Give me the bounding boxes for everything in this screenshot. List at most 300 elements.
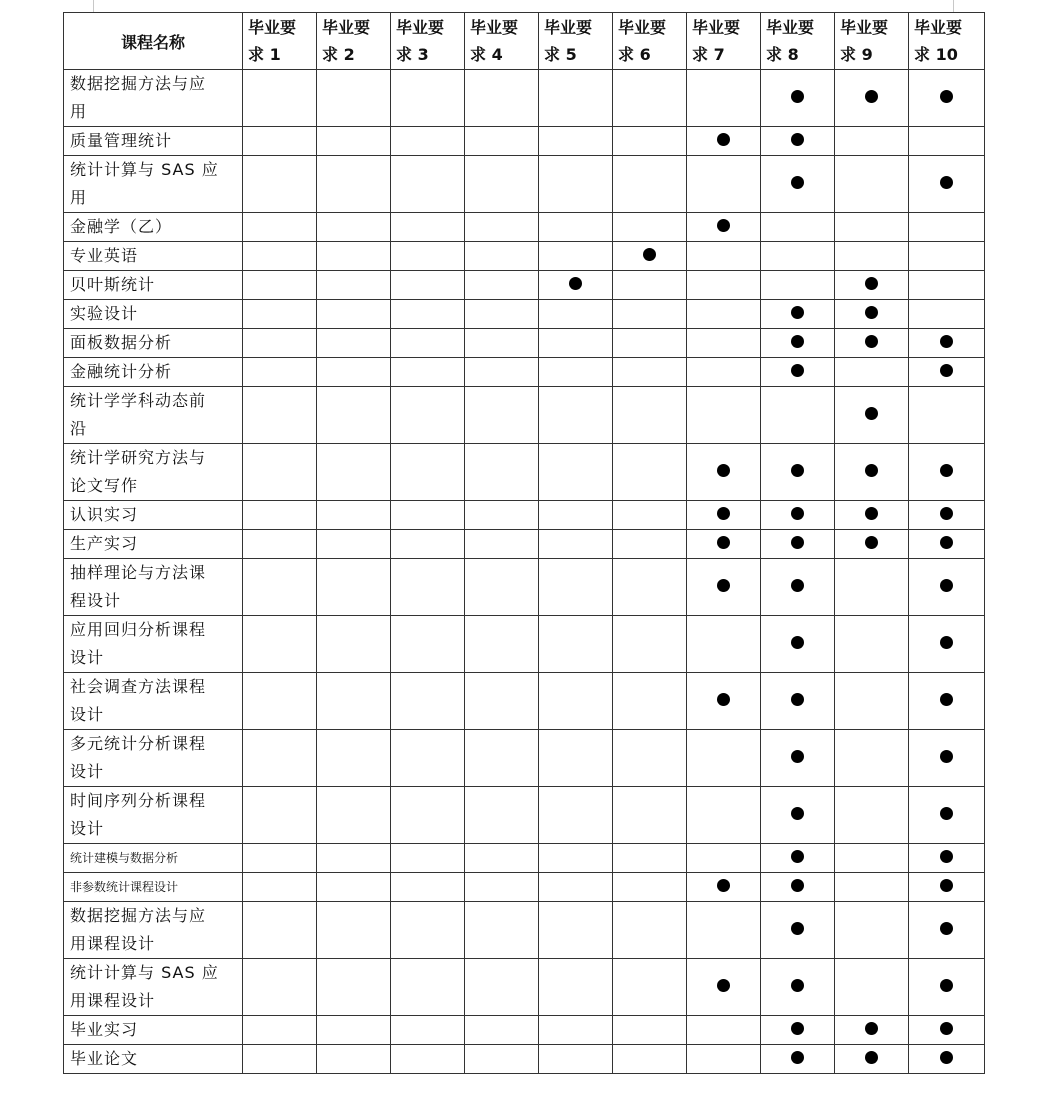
requirement-cell-6 — [613, 444, 687, 501]
requirement-cell-5 — [539, 844, 613, 873]
requirement-cell-7 — [687, 300, 761, 329]
filled-dot-icon — [940, 90, 953, 103]
requirement-header-2 — [317, 13, 391, 70]
requirement-cell-7 — [687, 959, 761, 1016]
course-name-cell — [64, 444, 243, 501]
requirement-cell-1 — [243, 787, 317, 844]
requirement-cell-6 — [613, 530, 687, 559]
requirement-cell-5 — [539, 673, 613, 730]
requirement-cell-3 — [391, 70, 465, 127]
filled-dot-icon — [643, 248, 656, 261]
course-name-line: 实验设计 — [70, 304, 139, 323]
course-name-line: 金融统计分析 — [70, 362, 173, 381]
requirement-cell-8 — [761, 242, 835, 271]
filled-dot-icon — [865, 464, 878, 477]
filled-dot-icon — [865, 1022, 878, 1035]
requirement-cell-5 — [539, 358, 613, 387]
requirement-cell-10 — [909, 873, 985, 902]
requirement-cell-4 — [465, 300, 539, 329]
course-name-line: 金融学（乙） — [70, 217, 173, 236]
filled-dot-icon — [940, 364, 953, 377]
requirement-cell-10 — [909, 530, 985, 559]
filled-dot-icon — [940, 536, 953, 549]
requirement-cell-5 — [539, 156, 613, 213]
course-name-line: 设计 — [70, 648, 105, 667]
requirement-cell-6 — [613, 616, 687, 673]
requirement-cell-9 — [835, 902, 909, 959]
requirement-header-line: 毕业要 — [470, 18, 519, 37]
requirement-cell-9 — [835, 501, 909, 530]
course-name-cell — [64, 1045, 243, 1074]
requirement-cell-4 — [465, 559, 539, 616]
filled-dot-icon — [791, 507, 804, 520]
course-name-line: 质量管理统计 — [70, 131, 173, 150]
requirement-cell-2 — [317, 787, 391, 844]
requirement-cell-2 — [317, 300, 391, 329]
requirement-cell-5 — [539, 444, 613, 501]
requirement-cell-3 — [391, 127, 465, 156]
requirement-cell-7 — [687, 844, 761, 873]
course-name-line: 程设计 — [70, 591, 122, 610]
table-row — [64, 501, 985, 530]
requirement-cell-1 — [243, 213, 317, 242]
requirement-cell-2 — [317, 559, 391, 616]
course-name-line: 毕业论文 — [70, 1049, 139, 1068]
table-row — [64, 730, 985, 787]
requirement-cell-9 — [835, 730, 909, 787]
filled-dot-icon — [865, 335, 878, 348]
requirement-cell-7 — [687, 127, 761, 156]
requirement-cell-7 — [687, 358, 761, 387]
requirement-cell-4 — [465, 271, 539, 300]
filled-dot-icon — [791, 579, 804, 592]
course-name-line: 生产实习 — [70, 534, 139, 553]
requirement-cell-8 — [761, 213, 835, 242]
requirement-cell-6 — [613, 242, 687, 271]
filled-dot-icon — [940, 507, 953, 520]
table-row — [64, 444, 985, 501]
table-row — [64, 70, 985, 127]
requirement-cell-8 — [761, 730, 835, 787]
requirement-cell-8 — [761, 959, 835, 1016]
requirement-header-9 — [835, 13, 909, 70]
filled-dot-icon — [791, 879, 804, 892]
requirement-cell-10 — [909, 70, 985, 127]
requirement-cell-5 — [539, 271, 613, 300]
course-name-cell — [64, 730, 243, 787]
requirement-cell-8 — [761, 673, 835, 730]
requirement-cell-6 — [613, 358, 687, 387]
course-name-line: 统计学研究方法与 — [70, 448, 207, 467]
requirement-cell-1 — [243, 730, 317, 787]
requirement-cell-10 — [909, 444, 985, 501]
requirement-cell-1 — [243, 873, 317, 902]
requirement-cell-6 — [613, 902, 687, 959]
requirement-cell-9 — [835, 1016, 909, 1045]
requirement-cell-7 — [687, 873, 761, 902]
course-name-cell — [64, 156, 243, 213]
course-requirement-matrix — [63, 12, 985, 1074]
requirement-header-3 — [391, 13, 465, 70]
requirement-header-line: 毕业要 — [840, 18, 889, 37]
requirement-cell-7 — [687, 530, 761, 559]
table-row — [64, 787, 985, 844]
requirement-header-6 — [613, 13, 687, 70]
requirement-cell-4 — [465, 616, 539, 673]
requirement-cell-4 — [465, 242, 539, 271]
requirement-cell-4 — [465, 156, 539, 213]
requirement-cell-9 — [835, 213, 909, 242]
course-name-line: 用课程设计 — [70, 991, 156, 1010]
filled-dot-icon — [791, 90, 804, 103]
requirement-cell-10 — [909, 127, 985, 156]
requirement-cell-3 — [391, 444, 465, 501]
filled-dot-icon — [940, 1022, 953, 1035]
requirement-cell-4 — [465, 444, 539, 501]
filled-dot-icon — [940, 750, 953, 763]
requirement-cell-1 — [243, 673, 317, 730]
course-name-line: 设计 — [70, 762, 105, 781]
requirement-cell-10 — [909, 844, 985, 873]
requirement-cell-4 — [465, 70, 539, 127]
table-row — [64, 1016, 985, 1045]
requirement-cell-5 — [539, 787, 613, 844]
filled-dot-icon — [717, 133, 730, 146]
table-row — [64, 300, 985, 329]
requirement-cell-7 — [687, 242, 761, 271]
requirement-cell-8 — [761, 387, 835, 444]
course-name-cell — [64, 329, 243, 358]
course-name-cell — [64, 213, 243, 242]
course-name-cell — [64, 873, 243, 902]
filled-dot-icon — [791, 750, 804, 763]
requirement-header-line: 求 7 — [692, 45, 725, 64]
requirement-cell-5 — [539, 127, 613, 156]
requirement-cell-10 — [909, 730, 985, 787]
requirement-header-line: 毕业要 — [322, 18, 371, 37]
requirement-cell-9 — [835, 127, 909, 156]
filled-dot-icon — [717, 879, 730, 892]
requirement-cell-9 — [835, 300, 909, 329]
requirement-cell-1 — [243, 444, 317, 501]
requirement-cell-3 — [391, 156, 465, 213]
requirement-cell-4 — [465, 387, 539, 444]
header-row — [64, 13, 985, 70]
filled-dot-icon — [791, 133, 804, 146]
requirement-cell-3 — [391, 559, 465, 616]
requirement-cell-5 — [539, 1016, 613, 1045]
course-name-cell — [64, 902, 243, 959]
requirement-cell-2 — [317, 501, 391, 530]
requirement-header-line: 求 6 — [618, 45, 651, 64]
filled-dot-icon — [865, 90, 878, 103]
filled-dot-icon — [791, 850, 804, 863]
requirement-cell-4 — [465, 1045, 539, 1074]
course-name-cell — [64, 271, 243, 300]
requirement-cell-5 — [539, 329, 613, 358]
course-name-line: 沿 — [70, 419, 88, 438]
requirement-cell-5 — [539, 902, 613, 959]
filled-dot-icon — [865, 306, 878, 319]
requirement-header-line: 毕业要 — [692, 18, 741, 37]
requirement-cell-2 — [317, 70, 391, 127]
course-name-line: 毕业实习 — [70, 1020, 139, 1039]
requirement-cell-7 — [687, 213, 761, 242]
table-row — [64, 530, 985, 559]
requirement-cell-6 — [613, 127, 687, 156]
course-name-cell — [64, 616, 243, 673]
filled-dot-icon — [940, 807, 953, 820]
table-row — [64, 902, 985, 959]
requirement-cell-9 — [835, 70, 909, 127]
requirement-cell-3 — [391, 1045, 465, 1074]
table-row — [64, 156, 985, 213]
requirement-cell-10 — [909, 501, 985, 530]
requirement-cell-10 — [909, 902, 985, 959]
requirement-cell-2 — [317, 873, 391, 902]
course-name-line: 应用回归分析课程 — [70, 620, 207, 639]
filled-dot-icon — [791, 807, 804, 820]
requirement-cell-5 — [539, 387, 613, 444]
requirement-cell-2 — [317, 1016, 391, 1045]
course-name-cell — [64, 127, 243, 156]
requirement-cell-2 — [317, 213, 391, 242]
table-row — [64, 242, 985, 271]
requirement-cell-2 — [317, 127, 391, 156]
requirement-cell-3 — [391, 501, 465, 530]
requirement-cell-6 — [613, 329, 687, 358]
requirement-cell-5 — [539, 559, 613, 616]
requirement-header-line: 求 9 — [840, 45, 873, 64]
requirement-cell-2 — [317, 156, 391, 213]
table-row — [64, 271, 985, 300]
requirement-cell-7 — [687, 444, 761, 501]
course-name-line: 专业英语 — [70, 246, 139, 265]
course-name-cell — [64, 959, 243, 1016]
requirement-cell-8 — [761, 1045, 835, 1074]
requirement-header-line: 毕业要 — [248, 18, 297, 37]
requirement-header-1 — [243, 13, 317, 70]
table-row — [64, 213, 985, 242]
course-name-cell — [64, 844, 243, 873]
page-edge-left — [93, 0, 94, 12]
requirement-cell-6 — [613, 873, 687, 902]
course-name-line: 数据挖掘方法与应 — [70, 74, 207, 93]
page-edge-right — [953, 0, 954, 12]
requirement-cell-9 — [835, 358, 909, 387]
table-row — [64, 358, 985, 387]
course-name-line: 时间序列分析课程 — [70, 791, 207, 810]
requirement-cell-6 — [613, 213, 687, 242]
requirement-cell-7 — [687, 902, 761, 959]
requirement-cell-7 — [687, 271, 761, 300]
filled-dot-icon — [717, 536, 730, 549]
requirement-cell-2 — [317, 844, 391, 873]
requirement-cell-10 — [909, 156, 985, 213]
requirement-cell-4 — [465, 501, 539, 530]
requirement-cell-9 — [835, 530, 909, 559]
filled-dot-icon — [717, 693, 730, 706]
filled-dot-icon — [791, 335, 804, 348]
requirement-cell-2 — [317, 444, 391, 501]
course-name-line: 统计计算与 SAS 应 — [70, 963, 219, 982]
filled-dot-icon — [940, 979, 953, 992]
requirement-cell-7 — [687, 730, 761, 787]
course-name-cell — [64, 358, 243, 387]
course-name-cell — [64, 242, 243, 271]
requirement-header-line: 求 4 — [470, 45, 503, 64]
requirement-cell-9 — [835, 444, 909, 501]
requirement-cell-8 — [761, 616, 835, 673]
requirement-cell-6 — [613, 559, 687, 616]
requirement-cell-4 — [465, 673, 539, 730]
requirement-cell-3 — [391, 271, 465, 300]
requirement-cell-9 — [835, 329, 909, 358]
requirement-cell-7 — [687, 329, 761, 358]
requirement-cell-9 — [835, 271, 909, 300]
requirement-cell-1 — [243, 70, 317, 127]
requirement-cell-4 — [465, 959, 539, 1016]
requirement-cell-4 — [465, 902, 539, 959]
requirement-cell-8 — [761, 787, 835, 844]
requirement-cell-4 — [465, 844, 539, 873]
requirement-cell-5 — [539, 213, 613, 242]
requirement-cell-10 — [909, 616, 985, 673]
requirement-cell-6 — [613, 787, 687, 844]
requirement-cell-5 — [539, 300, 613, 329]
requirement-cell-1 — [243, 844, 317, 873]
filled-dot-icon — [865, 277, 878, 290]
requirement-cell-4 — [465, 1016, 539, 1045]
requirement-cell-1 — [243, 156, 317, 213]
requirement-cell-4 — [465, 873, 539, 902]
requirement-header-line: 求 2 — [322, 45, 355, 64]
requirement-cell-10 — [909, 300, 985, 329]
requirement-cell-3 — [391, 673, 465, 730]
requirement-cell-10 — [909, 559, 985, 616]
requirement-header-10 — [909, 13, 985, 70]
requirement-cell-7 — [687, 616, 761, 673]
requirement-cell-3 — [391, 902, 465, 959]
course-name-cell — [64, 387, 243, 444]
requirement-header-4 — [465, 13, 539, 70]
requirement-cell-6 — [613, 387, 687, 444]
requirement-cell-7 — [687, 387, 761, 444]
course-name-line: 统计学学科动态前 — [70, 391, 207, 410]
requirement-header-line: 求 3 — [396, 45, 429, 64]
filled-dot-icon — [791, 1022, 804, 1035]
requirement-cell-5 — [539, 70, 613, 127]
filled-dot-icon — [791, 536, 804, 549]
filled-dot-icon — [791, 176, 804, 189]
requirement-cell-5 — [539, 730, 613, 787]
requirement-header-line: 毕业要 — [544, 18, 593, 37]
course-name-cell — [64, 300, 243, 329]
requirement-cell-8 — [761, 300, 835, 329]
filled-dot-icon — [717, 579, 730, 592]
requirement-cell-1 — [243, 329, 317, 358]
filled-dot-icon — [940, 850, 953, 863]
course-name-line: 统计建模与数据分析 — [70, 851, 179, 865]
requirement-cell-1 — [243, 530, 317, 559]
requirement-cell-9 — [835, 156, 909, 213]
requirement-header-line: 求 8 — [766, 45, 799, 64]
requirement-header-line: 求 1 — [248, 45, 281, 64]
requirement-cell-6 — [613, 300, 687, 329]
requirement-cell-6 — [613, 156, 687, 213]
requirement-cell-7 — [687, 1045, 761, 1074]
filled-dot-icon — [940, 579, 953, 592]
requirement-cell-8 — [761, 902, 835, 959]
filled-dot-icon — [791, 306, 804, 319]
requirement-cell-9 — [835, 959, 909, 1016]
requirement-cell-7 — [687, 70, 761, 127]
course-name-line: 社会调查方法课程 — [70, 677, 207, 696]
requirement-cell-9 — [835, 616, 909, 673]
table-row — [64, 559, 985, 616]
requirement-header-8 — [761, 13, 835, 70]
course-name-line: 抽样理论与方法课 — [70, 563, 207, 582]
requirement-cell-3 — [391, 242, 465, 271]
filled-dot-icon — [940, 464, 953, 477]
requirement-cell-10 — [909, 387, 985, 444]
requirement-cell-5 — [539, 873, 613, 902]
course-name-cell — [64, 673, 243, 730]
requirement-cell-5 — [539, 242, 613, 271]
requirement-cell-1 — [243, 1045, 317, 1074]
requirement-cell-4 — [465, 213, 539, 242]
filled-dot-icon — [717, 219, 730, 232]
table-row — [64, 959, 985, 1016]
filled-dot-icon — [791, 693, 804, 706]
filled-dot-icon — [717, 507, 730, 520]
course-name-cell — [64, 559, 243, 616]
table-row — [64, 387, 985, 444]
requirement-cell-2 — [317, 329, 391, 358]
requirement-cell-8 — [761, 873, 835, 902]
requirement-cell-10 — [909, 1045, 985, 1074]
course-name-line: 用课程设计 — [70, 934, 156, 953]
requirement-cell-2 — [317, 358, 391, 387]
filled-dot-icon — [791, 364, 804, 377]
requirement-cell-4 — [465, 329, 539, 358]
requirement-header-line: 毕业要 — [914, 18, 963, 37]
requirement-cell-5 — [539, 616, 613, 673]
course-name-cell — [64, 501, 243, 530]
requirement-header-7 — [687, 13, 761, 70]
requirement-cell-1 — [243, 271, 317, 300]
requirement-cell-4 — [465, 127, 539, 156]
requirement-cell-3 — [391, 844, 465, 873]
filled-dot-icon — [791, 464, 804, 477]
table-row — [64, 673, 985, 730]
table-row — [64, 329, 985, 358]
matrix-body — [64, 70, 985, 1074]
requirement-cell-1 — [243, 902, 317, 959]
requirement-cell-10 — [909, 271, 985, 300]
filled-dot-icon — [940, 335, 953, 348]
requirement-cell-1 — [243, 387, 317, 444]
course-name-line: 用 — [70, 102, 88, 121]
requirement-cell-1 — [243, 501, 317, 530]
requirement-cell-6 — [613, 1045, 687, 1074]
requirement-cell-9 — [835, 1045, 909, 1074]
requirement-cell-7 — [687, 156, 761, 213]
requirement-cell-3 — [391, 959, 465, 1016]
requirement-header-line: 毕业要 — [766, 18, 815, 37]
requirement-cell-10 — [909, 242, 985, 271]
requirement-cell-8 — [761, 271, 835, 300]
